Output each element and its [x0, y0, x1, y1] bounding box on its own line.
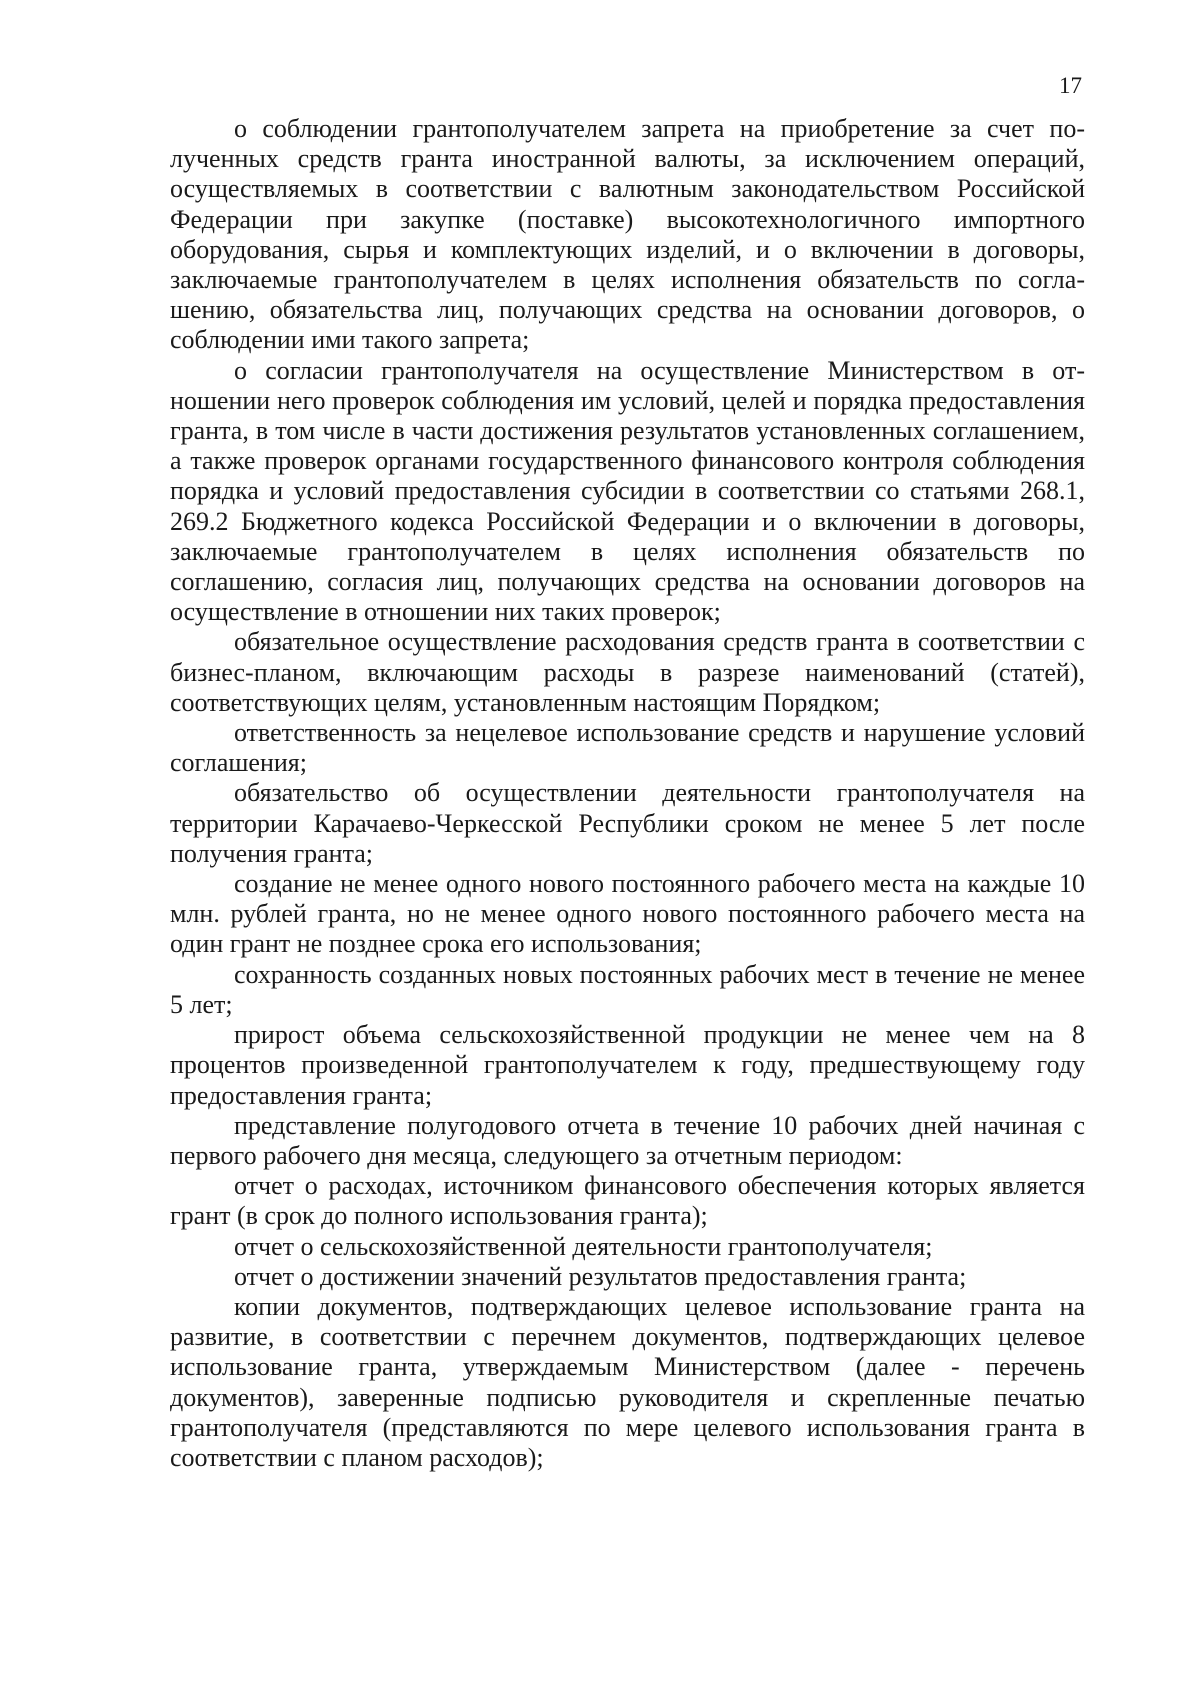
paragraph-expense-report: отчет о расходах, источником финансового обеспечения которых является грант (в срок до полного использования гранта);: [170, 1171, 1085, 1231]
page-number: 17: [1059, 73, 1082, 98]
paragraph-semiannual-report: представление полугодового отчета в течение 10 рабочих дней начиная с первого рабочего дня месяца, следующего за отчетным периодом:: [170, 1110, 1085, 1170]
paragraph-misuse-responsibility: ответственность за нецелевое использование средств и нарушение условий соглашения;: [170, 718, 1085, 778]
paragraph-document-copies: копии документов, подтверждающих целевое использование гранта на развитие, в соответствии с перечнем документов, подтверждающих целевое использование гранта, утверждаемым Министерством (далее - перечень документов), заверенные подписью руководителя и скрепленные печатью грантополучателя (представляются по мере целевого использования гранта в соответствии с планом расходов);: [170, 1291, 1085, 1472]
paragraph-job-creation: создание не менее одного нового постоянного рабочего места на каждые 10 млн. рублей гранта, но не менее одного нового постоянного рабочего места на один грант не позднее срока его использования;: [170, 869, 1085, 959]
paragraph-production-growth: прирост объема сельскохозяйственной продукции не менее чем на 8 процентов произведенной грантополучателем к году, предшествующему году предоставления гранта;: [170, 1020, 1085, 1110]
paragraph-business-plan-spending: обязательное осуществление расходования средств гранта в соответствии с бизнес-планом, включающим расходы в разрезе наименований (статей), соответствующих целям, установленным настоящим Порядком;: [170, 627, 1085, 717]
paragraph-agricultural-report: отчет о сельскохозяйственной деятельности грантополучателя;: [234, 1231, 933, 1261]
paragraph-foreign-currency-ban: о соблюдении грантополучателем запрета на приобретение за счет полученных средств гранта иностранной валюты, за исключением операций, осуществляемых в соответствии с валютным законодательством Российской Федерации при закупке (поставке) высокотехнологичного импортного оборудования, сырья и комплектующих изделий, и о включении в договоры, заключаемые грантополучателем в целях исполнения обязательств по соглашению, обязательства лиц, получающих средства на основании договоров, о соблюдении ими такого запрета;: [170, 114, 1085, 355]
paragraph-job-retention: сохранность созданных новых постоянных рабочих мест в течение не менее 5 лет;: [170, 959, 1085, 1019]
paragraph-results-report: отчет о достижении значений результатов предоставления гранта;: [234, 1261, 967, 1291]
paragraph-inspection-consent: о согласии грантополучателя на осуществление Министерством в отношении него проверок соблюдения им условий, целей и порядка предоставления гранта, в том числе в части достижения результатов установленных соглашением, а также проверок органами государственного финансового контроля соблюдения порядка и условий предоставления субсидии в соответствии со статьями 268.1, 269.2 Бюджетного кодекса Российской Федерации и о включении в договоры, заключаемые грантополучателем в целях исполнения обязательств по соглашению, согласия лиц, получающих средства на основании договоров на осуществление в отношении них таких проверок;: [170, 355, 1085, 627]
paragraph-activity-obligation: обязательство об осуществлении деятельности грантополучателя на территории Карачаево-Черкесской Республики сроком не менее 5 лет после получения гранта;: [170, 778, 1085, 868]
document-body: [170, 114, 1085, 1473]
